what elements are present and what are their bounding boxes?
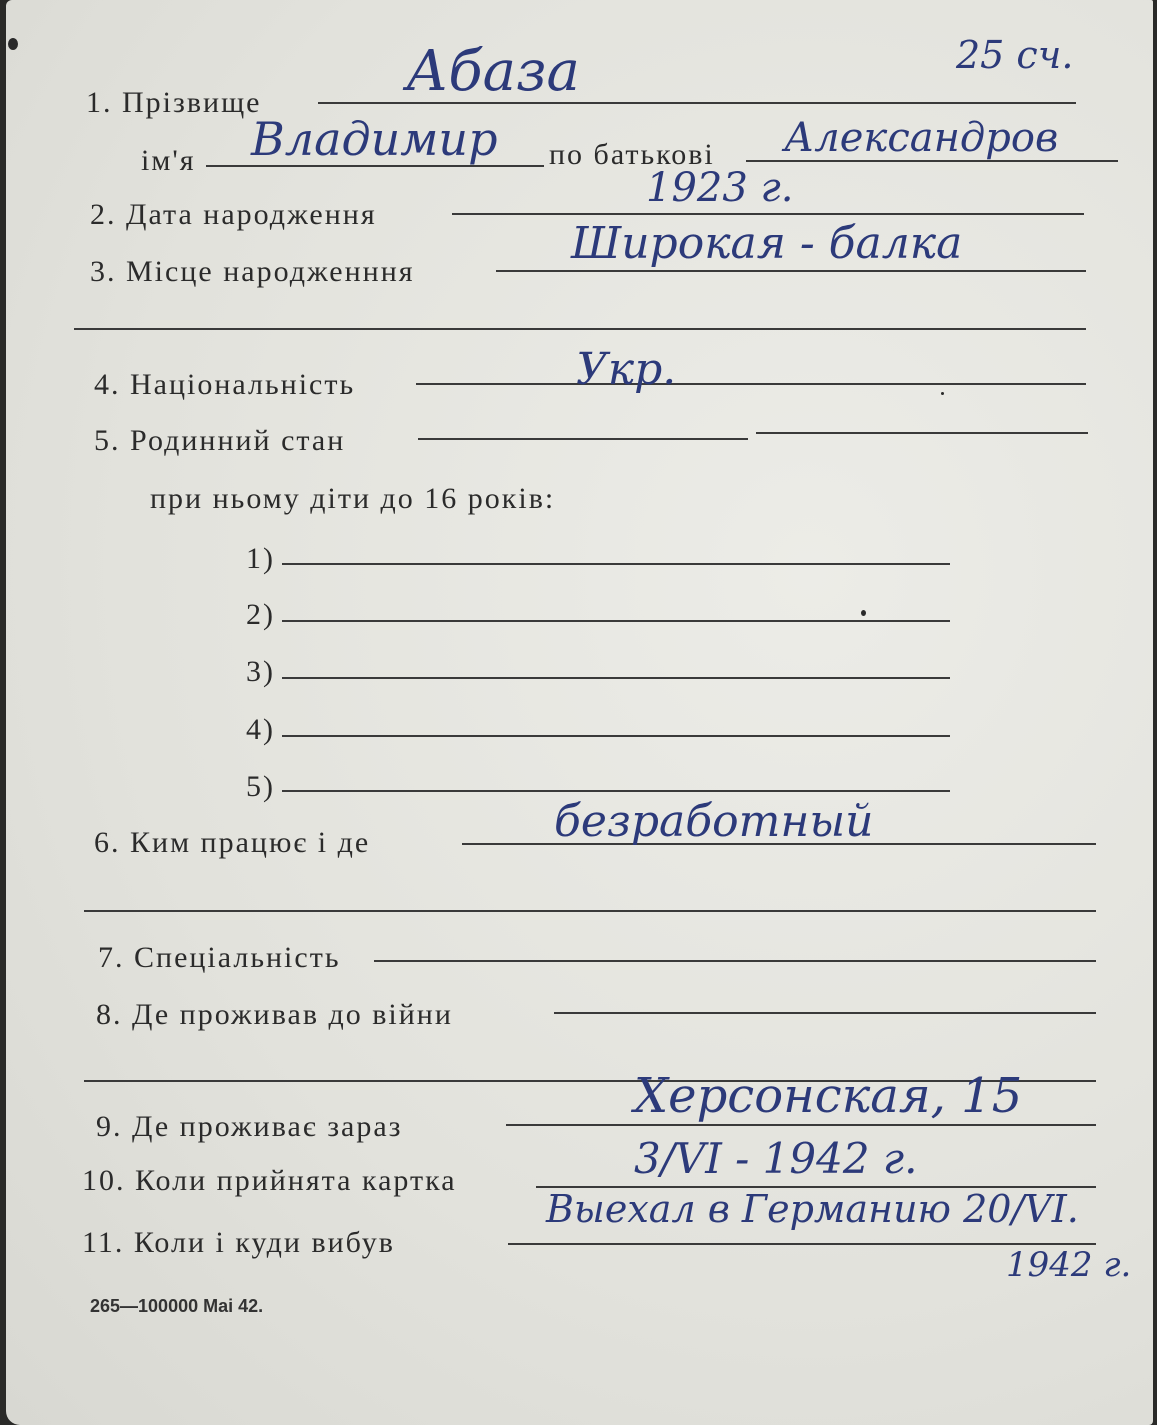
- surname-label: 1. Прізвище: [86, 86, 262, 119]
- child-3-line: [282, 677, 950, 679]
- registration-card: [6, 0, 1153, 1425]
- patronymic-label: по батькові: [549, 138, 715, 171]
- children-label: при ньому діти до 16 років:: [150, 482, 556, 515]
- current-residence-label: 9. Де проживає зараз: [96, 1110, 403, 1143]
- first-name-label: ім'я: [141, 144, 196, 177]
- birth-place-line: [496, 270, 1086, 272]
- patronymic-value: Александров: [784, 115, 1059, 161]
- corner-note: 25 сч.: [956, 33, 1074, 77]
- card-accepted-label: 10. Коли прийнята картка: [82, 1164, 457, 1197]
- marital-status-label: 5. Родинний стан: [94, 424, 346, 457]
- current-residence-line: [506, 1124, 1096, 1126]
- birth-date-line: [452, 213, 1084, 215]
- nationality-value: Укр.: [576, 344, 677, 395]
- work-line-2: [84, 910, 1096, 912]
- marital-status-line-2: [756, 432, 1088, 434]
- child-3-label: 3): [246, 655, 275, 688]
- paper-speck: [941, 392, 944, 395]
- card-accepted-value: 3/VI - 1942 г.: [634, 1134, 918, 1183]
- child-5-line: [282, 790, 950, 792]
- child-2-label: 2): [246, 598, 275, 631]
- work-value: безработный: [554, 796, 874, 847]
- current-residence-value: Херсонская, 15: [634, 1068, 1023, 1124]
- nationality-line: [416, 383, 1086, 385]
- print-code: 265—100000 Mai 42.: [90, 1296, 264, 1316]
- work-label: 6. Ким працює і де: [94, 826, 371, 859]
- child-1-line: [282, 563, 950, 565]
- marital-status-line: [418, 438, 748, 440]
- birth-place-line-2: [74, 328, 1086, 330]
- prewar-residence-label: 8. Де проживав до війни: [96, 998, 453, 1031]
- child-4-line: [282, 735, 950, 737]
- paper-speck: [861, 610, 866, 616]
- birth-date-label: 2. Дата народження: [90, 198, 377, 231]
- child-1-label: 1): [246, 542, 275, 575]
- departure-label: 11. Коли і куди вибув: [82, 1226, 395, 1259]
- departure-year-value: 1942 г.: [1006, 1245, 1132, 1285]
- child-4-label: 4): [246, 713, 275, 746]
- nationality-label: 4. Національність: [94, 368, 356, 401]
- prewar-residence-line: [554, 1012, 1096, 1014]
- specialty-label: 7. Спеціальність: [98, 941, 341, 974]
- specialty-line: [374, 960, 1096, 962]
- paper-speck: [8, 38, 18, 50]
- child-5-label: 5): [246, 770, 275, 803]
- first-name-value: Владимир: [251, 112, 498, 166]
- child-2-line: [282, 620, 950, 622]
- departure-value: Выехал в Германию 20/VI.: [546, 1187, 1079, 1231]
- birth-place-value: Широкая - балка: [571, 218, 963, 269]
- birth-date-value: 1923 г.: [646, 165, 794, 211]
- birth-place-label: 3. Місце народженння: [90, 255, 415, 288]
- surname-value: Абаза: [406, 39, 580, 104]
